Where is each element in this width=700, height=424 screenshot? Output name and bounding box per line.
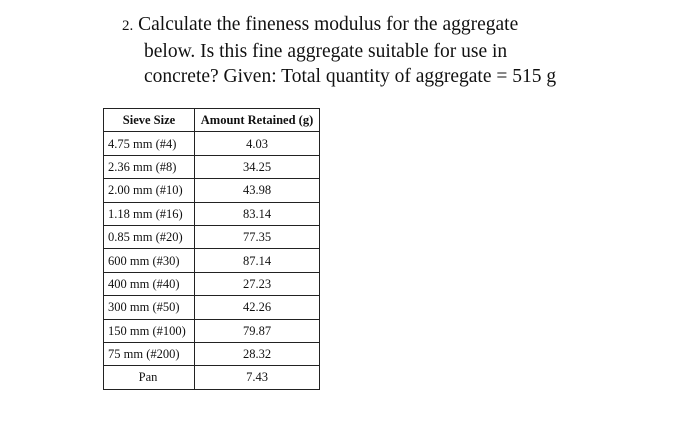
sieve-size-cell: Pan bbox=[104, 366, 195, 389]
sieve-size-cell: 300 mm (#50) bbox=[104, 296, 195, 319]
sieve-size-cell: 4.75 mm (#4) bbox=[104, 132, 195, 155]
table-row bbox=[104, 249, 320, 272]
question-line-2: below. Is this fine aggregate suitable for use in bbox=[144, 41, 508, 62]
header-sieve-size: Sieve Size bbox=[104, 109, 195, 132]
amount-retained-cell: 42.26 bbox=[195, 296, 320, 319]
table-row bbox=[104, 155, 320, 178]
question-text-line-1: Calculate the fineness modulus for the aggregate bbox=[138, 14, 519, 35]
amount-retained-cell: 83.14 bbox=[195, 202, 320, 225]
amount-retained-cell: 43.98 bbox=[195, 179, 320, 202]
table-row bbox=[104, 179, 320, 202]
question-number: 2. bbox=[122, 18, 134, 34]
question-text bbox=[122, 12, 682, 89]
sieve-size-cell: 1.18 mm (#16) bbox=[104, 202, 195, 225]
sieve-size-cell: 2.36 mm (#8) bbox=[104, 155, 195, 178]
amount-retained-cell: 79.87 bbox=[195, 319, 320, 342]
amount-retained-cell: 77.35 bbox=[195, 225, 320, 248]
table-row bbox=[104, 366, 320, 389]
sieve-analysis-table bbox=[103, 108, 320, 390]
sieve-size-cell: 150 mm (#100) bbox=[104, 319, 195, 342]
table-row bbox=[104, 342, 320, 365]
amount-retained-cell: 87.14 bbox=[195, 249, 320, 272]
amount-retained-cell: 27.23 bbox=[195, 272, 320, 295]
sieve-size-cell: 600 mm (#30) bbox=[104, 249, 195, 272]
amount-retained-cell: 34.25 bbox=[195, 155, 320, 178]
sieve-size-cell: 0.85 mm (#20) bbox=[104, 225, 195, 248]
amount-retained-cell: 28.32 bbox=[195, 342, 320, 365]
table-row bbox=[104, 225, 320, 248]
header-amount-retained: Amount Retained (g) bbox=[195, 109, 320, 132]
sieve-size-cell: 2.00 mm (#10) bbox=[104, 179, 195, 202]
question-line-3: concrete? Given: Total quantity of aggregate = 515 g bbox=[144, 66, 557, 87]
table-row bbox=[104, 319, 320, 342]
question-line-1 bbox=[122, 12, 682, 39]
sieve-size-cell: 400 mm (#40) bbox=[104, 272, 195, 295]
sieve-size-cell: 75 mm (#200) bbox=[104, 342, 195, 365]
amount-retained-cell: 7.43 bbox=[195, 366, 320, 389]
amount-retained-cell: 4.03 bbox=[195, 132, 320, 155]
table-row bbox=[104, 132, 320, 155]
table-row bbox=[104, 202, 320, 225]
table-row bbox=[104, 296, 320, 319]
table-header-row bbox=[104, 109, 320, 132]
table-row bbox=[104, 272, 320, 295]
